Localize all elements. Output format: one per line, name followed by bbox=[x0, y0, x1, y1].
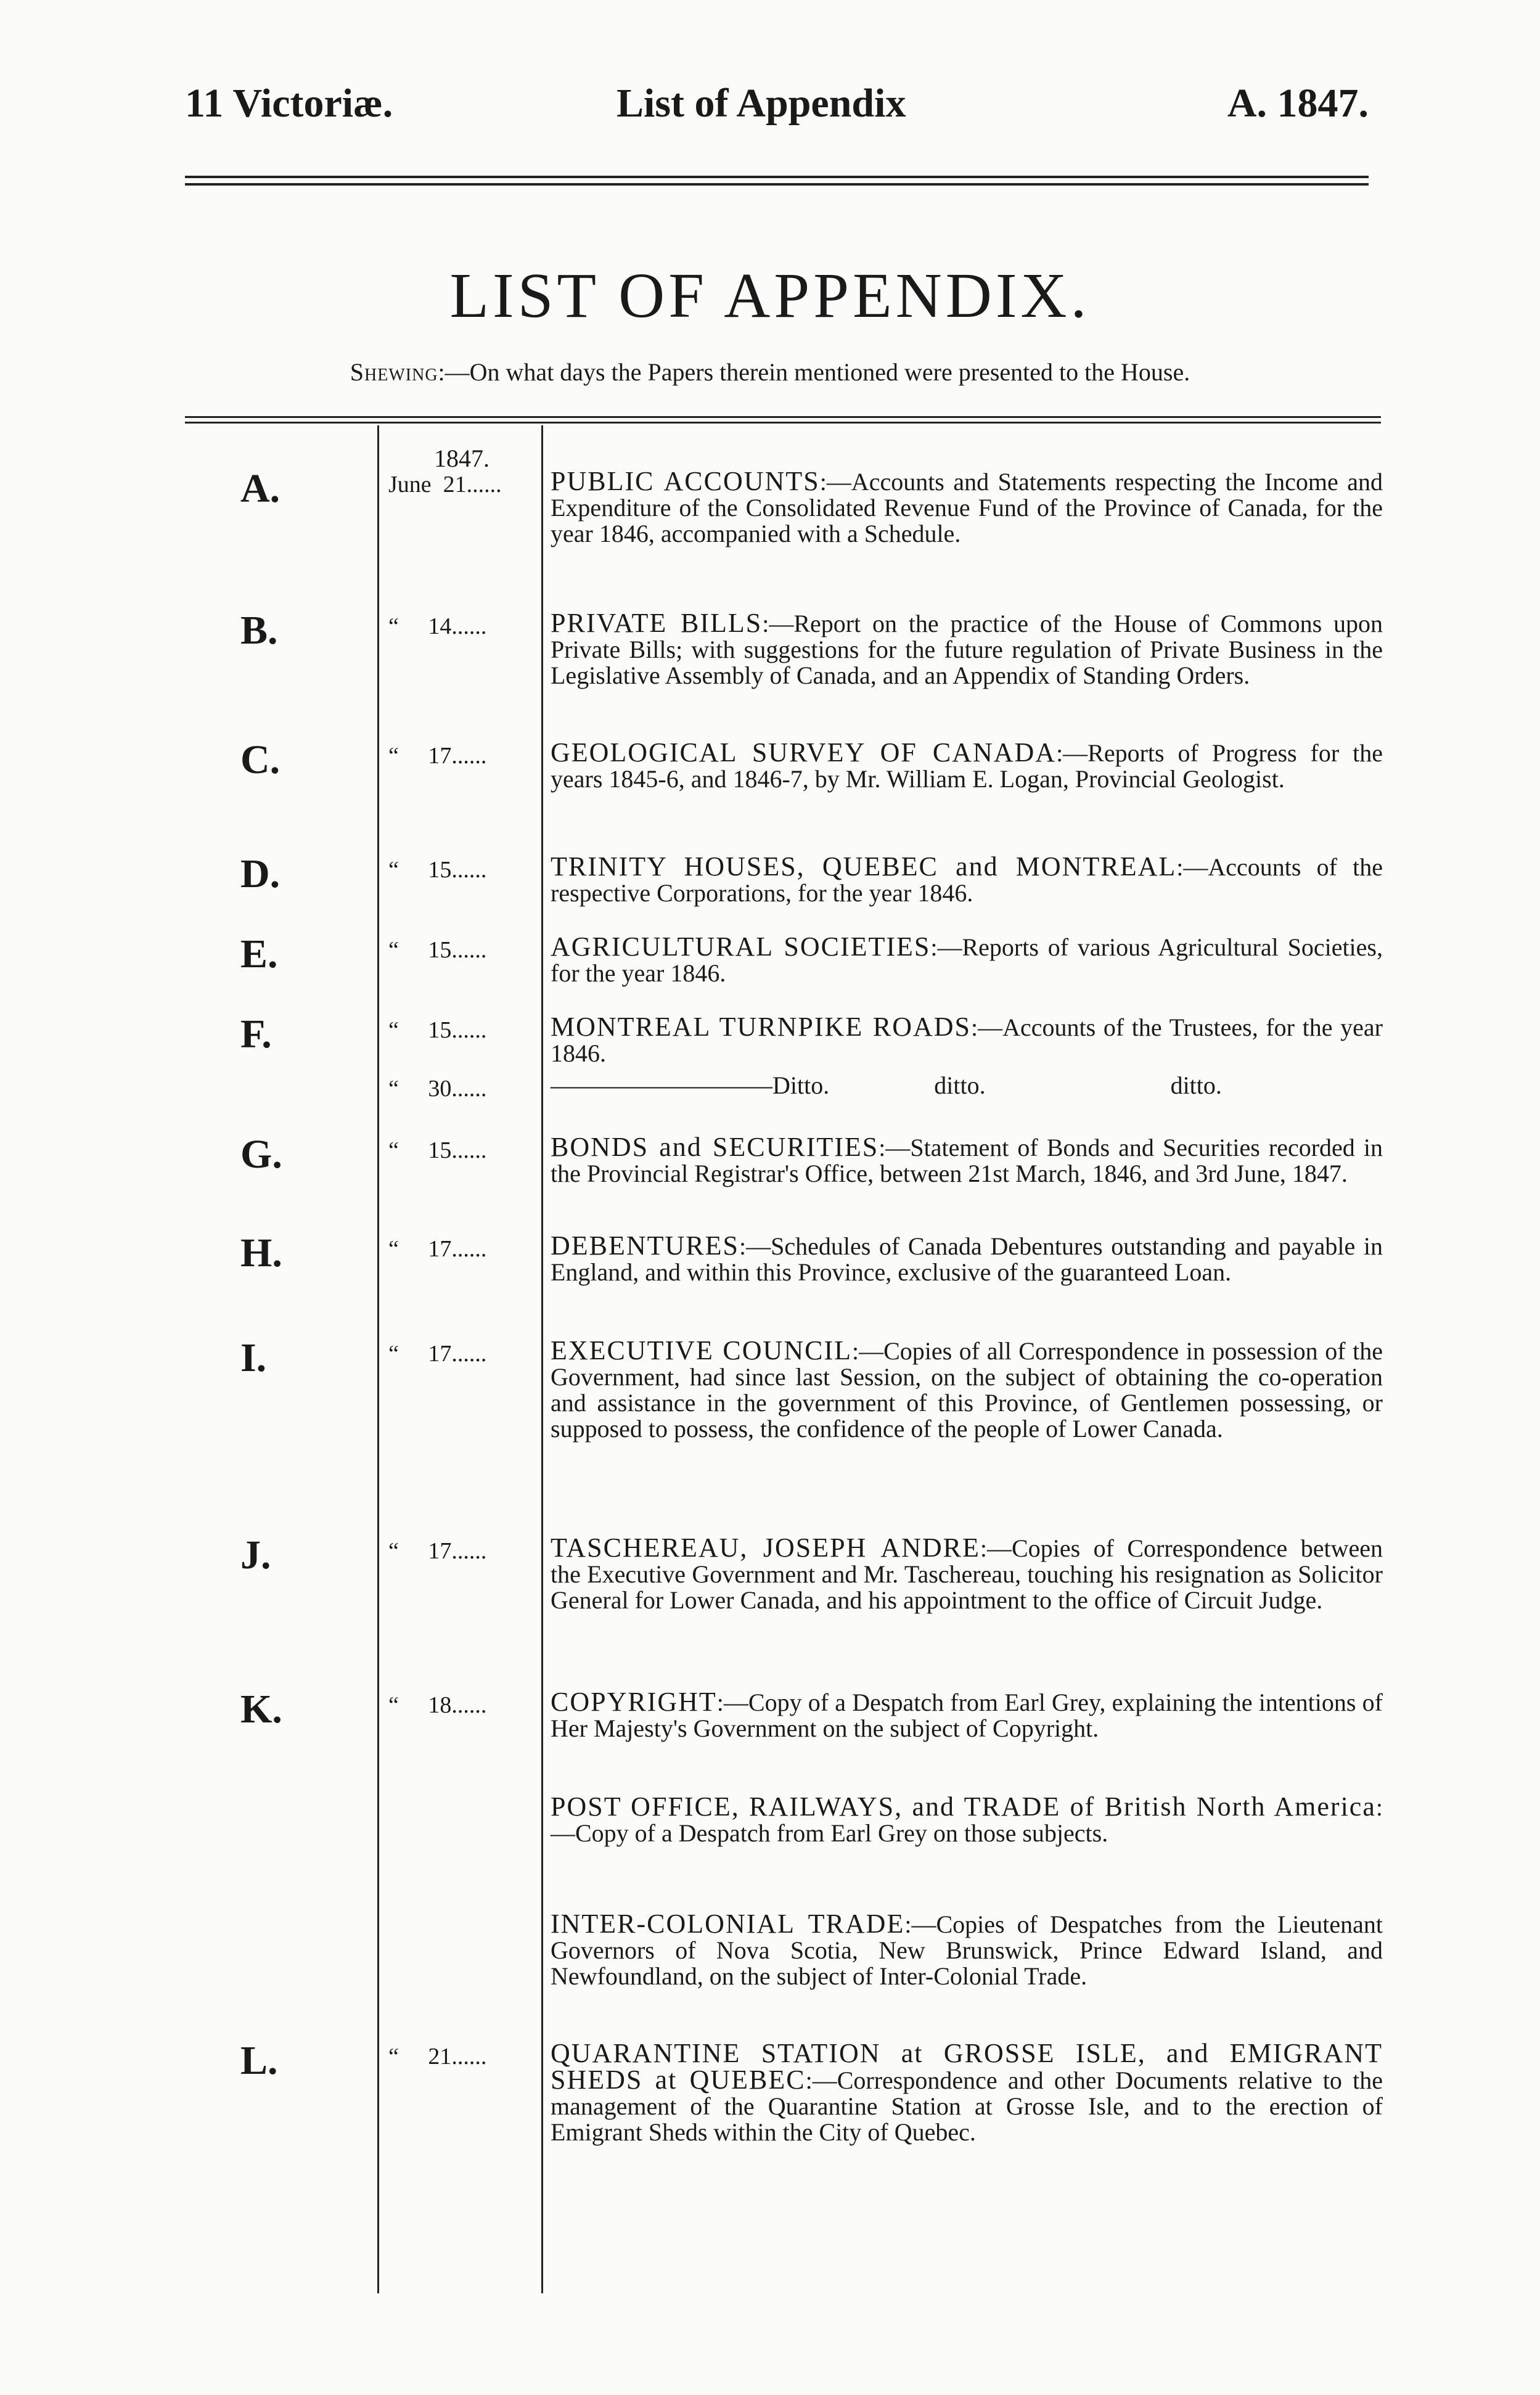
entry-text: :—Copy of a Despatch from Earl Grey, explaining the intentions of Her Majesty's Government on the subject of Copyright. bbox=[551, 1689, 1383, 1742]
entry-heading: TRINITY HOUSES, QUEBEC and MONTREAL bbox=[551, 851, 1177, 882]
subtitle-lead: Shewing bbox=[350, 358, 438, 386]
entry-date: “ 14...... bbox=[388, 613, 487, 639]
entry-date: “ 15...... bbox=[388, 1137, 487, 1163]
entry-description bbox=[551, 1335, 1383, 1443]
entry-date: “ 21...... bbox=[388, 2044, 487, 2070]
header-rule-top bbox=[185, 176, 1369, 178]
entry-heading: AGRICULTURAL SOCIETIES bbox=[551, 931, 931, 962]
entry-heading: PUBLIC ACCOUNTS bbox=[551, 466, 820, 496]
entry-text: :—Accounts of the respective Corporations, for the year 1846. bbox=[551, 853, 1383, 907]
entry-heading: COPYRIGHT bbox=[551, 1687, 717, 1717]
header-right: A. 1847. bbox=[1227, 81, 1369, 126]
entry-description bbox=[551, 610, 1383, 689]
page-title: LIST OF APPENDIX. bbox=[449, 260, 1091, 331]
entry-date: “ 17...... bbox=[388, 1538, 487, 1564]
running-header bbox=[185, 80, 1369, 142]
header-rule-bottom bbox=[185, 183, 1369, 186]
entry-description bbox=[551, 1134, 1383, 1187]
entry-heading: DEBENTURES bbox=[551, 1230, 739, 1261]
entry-text: :—Copies of Despatches from the Lieutenant Governors of Nova Scotia, New Brunswick, Prince Edward Island, and Newfoundland, on the subject of Inter-Colonial Trade. bbox=[551, 1910, 1383, 1990]
entry-letter: K. bbox=[240, 1687, 282, 1732]
header-center: List of Appendix bbox=[616, 81, 906, 126]
entry-heading: TASCHEREAU, JOSEPH ANDRE bbox=[551, 1533, 980, 1563]
entry-description bbox=[551, 1230, 1383, 1286]
entry-text: :—Report on the practice of the House of Commons upon Private Bills; with suggestions for the future regulation of Private Business in the Legislative Assembly of Canada, and an Appendix of Standing Orders. bbox=[551, 610, 1383, 689]
entry-heading: PRIVATE BILLS bbox=[551, 608, 763, 638]
entry-letter: L. bbox=[240, 2038, 278, 2083]
entry-letter: I. bbox=[240, 1335, 267, 1380]
entry-description bbox=[551, 1911, 1383, 1989]
header-left: 11 Victoriæ. bbox=[185, 81, 393, 126]
table-rule-second bbox=[185, 422, 1381, 424]
entry-text: :—Statement of Bonds and Securities recorded in the Provincial Registrar's Office, between 21st March, 1846, and 3rd June, 1847. bbox=[551, 1134, 1383, 1187]
entry-description bbox=[551, 1689, 1383, 1742]
entry-description bbox=[551, 1014, 1383, 1066]
entry-description bbox=[551, 1073, 1383, 1099]
table-rule-top bbox=[185, 416, 1381, 418]
entry-letter: J. bbox=[240, 1533, 271, 1578]
subtitle-text: :—On what days the Papers therein mentioned were presented to the House. bbox=[438, 358, 1190, 386]
entry-heading: EXECUTIVE COUNCIL bbox=[551, 1335, 852, 1365]
entry-date: “ 15...... bbox=[388, 857, 487, 883]
entry-description bbox=[551, 851, 1383, 907]
entry-text: :—Copies of all Correspondence in possession of the Government, had since last Session, on the subject of obtaining the co-operation and assistance in the government of this Province, of Gentlemen possessing, or supposed to possess, the confidence of the people of Lower Canada. bbox=[551, 1337, 1383, 1443]
entry-date: “ 17...... bbox=[388, 1236, 487, 1262]
entry-date: June 21...... bbox=[388, 472, 502, 497]
entry-text: :—Accounts of the Trustees, for the year 1846. bbox=[551, 1013, 1383, 1067]
entry-heading: MONTREAL TURNPIKE ROADS bbox=[551, 1012, 971, 1042]
entry-letter: C. bbox=[240, 737, 281, 782]
entry-letter: H. bbox=[240, 1230, 282, 1275]
entry-letter: D. bbox=[240, 851, 281, 896]
entry-text: :—Copies of Correspondence between the Executive Government and Mr. Taschereau, touching his resignation as Solicitor General for Lower Canada, and his appointment to the office of Circuit Judge. bbox=[551, 1534, 1383, 1614]
entry-description bbox=[551, 737, 1383, 793]
entry-heading: BONDS and SECURITIES bbox=[551, 1132, 879, 1162]
entry-date: “ 17...... bbox=[388, 743, 487, 769]
entry-letter: B. bbox=[240, 608, 278, 653]
column-divider-right bbox=[541, 425, 543, 2293]
entry-date: “ 30...... bbox=[388, 1076, 487, 1102]
entry-text: —————————Ditto. ditto. ditto. bbox=[551, 1071, 1222, 1099]
entry-description bbox=[551, 466, 1383, 547]
entry-heading: INTER-COLONIAL TRADE bbox=[551, 1909, 905, 1939]
entry-heading: QUARANTINE STATION at GROSSE ISLE, and EMIGRANT SHEDS at QUEBEC bbox=[551, 2038, 1383, 2095]
entry-letter: F. bbox=[240, 1012, 272, 1057]
entry-date: “ 15...... bbox=[388, 1017, 487, 1043]
page-subtitle bbox=[0, 358, 1540, 387]
entry-letter: G. bbox=[240, 1132, 282, 1177]
column-divider-left bbox=[377, 425, 379, 2293]
entry-description bbox=[551, 2038, 1383, 2146]
entry-text: :—Accounts and Statements respecting the Income and Expenditure of the Consolidated Revenue Fund of the Province of Canada, for the year 1846, accompanied with a Schedule. bbox=[551, 468, 1383, 547]
entry-text: :—Reports of various Agricultural Societies, for the year 1846. bbox=[551, 933, 1383, 987]
entry-description bbox=[551, 931, 1383, 987]
entry-date: “ 18...... bbox=[388, 1692, 487, 1718]
year-heading: 1847. bbox=[434, 444, 489, 472]
entry-letter: E. bbox=[240, 931, 278, 976]
entry-heading: POST OFFICE, RAILWAYS, and TRADE of British North America bbox=[551, 1791, 1376, 1822]
entry-date: “ 17...... bbox=[388, 1341, 487, 1367]
entry-date: “ 15...... bbox=[388, 937, 487, 963]
entry-text: :—Copy of a Despatch from Earl Grey on those subjects. bbox=[551, 1793, 1383, 1847]
entry-heading: GEOLOGICAL SURVEY OF CANADA bbox=[551, 737, 1057, 768]
entry-text: :—Reports of Progress for the years 1845-6, and 1846-7, by Mr. William E. Logan, Provincial Geologist. bbox=[551, 739, 1383, 793]
entry-description bbox=[551, 1791, 1383, 1847]
entry-text: :—Schedules of Canada Debentures outstanding and payable in England, and within this Province, exclusive of the guaranteed Loan. bbox=[551, 1232, 1383, 1286]
entry-text: :—Correspondence and other Documents relative to the management of the Quarantine Station at Grosse Isle, and to the erection of Emigrant Sheds within the City of Quebec. bbox=[551, 2066, 1383, 2146]
entry-description bbox=[551, 1535, 1383, 1613]
entry-letter: A. bbox=[240, 466, 281, 511]
